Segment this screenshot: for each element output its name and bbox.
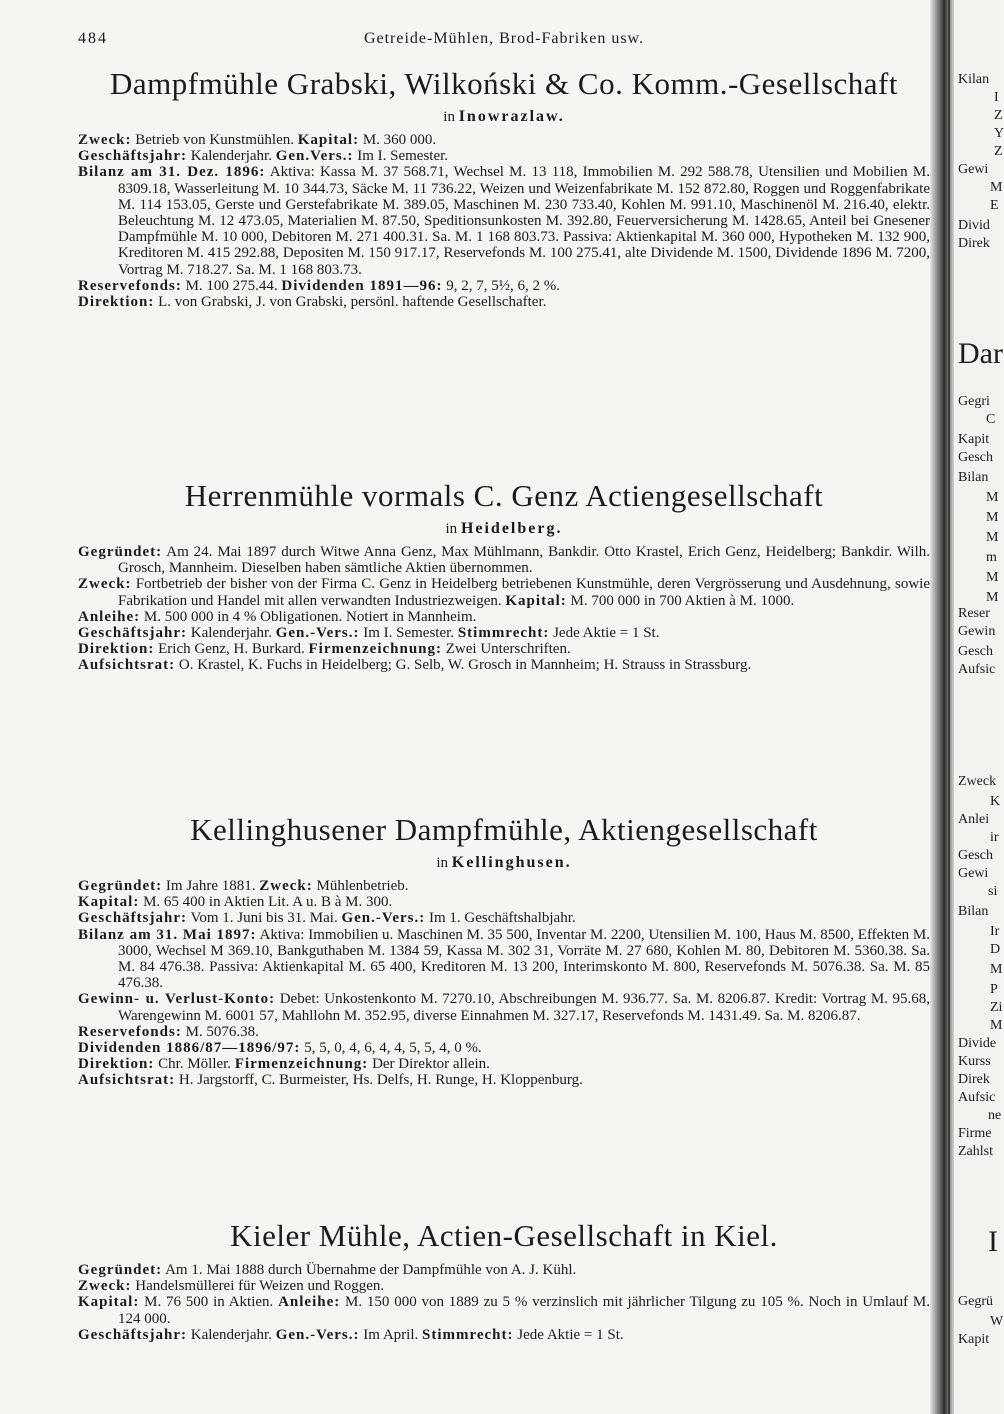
facing-page-fragment: Gewi [958,162,989,177]
paragraph-bilanz: Bilanz am 31. Mai 1897: Aktiva: Immobilien u. Maschinen M. 35 500, Inventar M. 2200, Utensilien M. 100, Haus M. 8500, Effekten M. 3000, Wechsel M 369.10, Bankguthaben M. 1384 59, Kassa M. 302 31, Vorräte M. 27 680, Kohlen M. 80, Debitoren M. 5360.38. Sa. M. 84 476.38. Passiva: Aktienkapital M. 65 400, Kreditoren M. 13 200, Interimskonto M. 800, Reservefonds M. 5076.38. Sa. M. 85 476.38. [78,926,931,992]
paragraph-reservefonds: Reservefonds: M. 5076.38. [78,1023,259,1040]
facing-page-fragment: M [990,180,1003,195]
facing-page-fragment: Gewin [958,624,996,639]
facing-page-fragment: Reser [958,606,990,621]
facing-page-fragment: E [990,198,999,213]
paragraph-kapital: Kapital: M. 76 500 in Aktien. Anleihe: M. 150 000 von 1889 zu 5 % verzinslich mit jährlicher Tilgung zu 105 %. Noch in Umlauf M. 124 000. [78,1294,930,1327]
facing-page-fragment: M [986,530,999,545]
paragraph-kapital: Kapital: M. 65 400 in Aktien Lit. A u. B à M. 300. [78,894,393,911]
facing-page-fragment: Gegrü [958,1294,993,1309]
paragraph-dividenden: Dividenden 1886/87—1896/97: 5, 5, 0, 4, 6, 4, 4, 5, 5, 4, 0 %. [78,1040,482,1057]
facing-page-fragment: Kapit [958,432,990,447]
facing-page-fragment: I [994,90,999,105]
paragraph-gewinn-verlust: Gewinn- u. Verlust-Konto: Debet: Unkostenkonto M. 7270.10, Abschreibungen M. 936.77. Sa. M. 8206.87. Kredit: Vortrag M. 95.68, Warengewinn M. 6001 57, Mahllohn M. 352.95, diverse Einnahmen M. 327.17, Reservefonds M. 1431.49. Sa. M. 8206.87. [78,991,931,1024]
entry-location: in Inowrazlaw. [443,108,565,125]
entry-title: Kellinghusener Dampfmühle, Aktiengesellschaft [190,812,818,847]
facing-page-fragment: Ir [990,924,1000,939]
facing-page-fragment: Aufsic [958,662,996,677]
entry-location: in Kellinghusen. [436,854,572,871]
facing-page-fragment: Bilan [958,904,989,919]
facing-page-fragment: M [986,490,999,505]
paragraph-geschaeftsjahr: Geschäftsjahr: Vom 1. Juni bis 31. Mai. Gen.-Vers.: Im 1. Geschäftshalbjahr. [78,910,576,927]
facing-page-fragment: Z [994,108,1003,123]
company-entry-grabski [78,66,930,310]
facing-page-fragment: K [990,794,1001,809]
facing-page-fragment: Aufsic [958,1090,996,1105]
facing-page-fragment: P [990,982,998,997]
facing-page-fragment: si [988,884,998,899]
entry-body [78,544,930,674]
paragraph-direktion: Direktion: Erich Genz, H. Burkard. Firmenzeichnung: Zwei Unterschriften. [78,641,571,658]
facing-page-fragment: Anlei [958,812,990,827]
facing-page-fragment: ne [988,1108,1002,1123]
facing-page-fragment: I [988,1225,998,1258]
facing-page-fragment: Dar [958,337,1003,370]
paragraph-aufsichtsrat: Aufsichtsrat: H. Jargstorff, C. Burmeister, Hs. Delfs, H. Runge, H. Kloppenburg. [78,1072,583,1089]
paragraph-bilanz: Bilanz am 31. Dez. 1896: Aktiva: Kassa M. 37 568.71, Wechsel M. 13 118, Immobilien M. 292 588.78, Utensilien und Mobilien M. 8309.18, Wasserleitung M. 10 344.73, Säcke M. 11 736.22, Weizen und Weizenfabrikate M. 152 872.80, Roggen und Roggenfabrikate M. 114 153.05, Gerste und Gerstefabrikate M. 389.05, Maschinen M. 230 733.40, Kohlen M. 991.10, Maschinenöl M. 216.40, elektr. Beleuchtung M. 12 473.05, Materialien M. 87.50, Speditionsunkosten M. 392.80, Feuerversicherung M. 1428.65, Anteil bei Gnesener Dampfmühle M. 10 000, Debitoren M. 271 400.31. Sa. M. 1 168 803.73. Passiva: Aktienkapital M. 360 000, Hypotheken M. 132 900, Kreditoren M. 415 292.88, Depositen M. 150 917.17, Reservefonds M. 100 275.41, alte Dividende M. 1500, Dividende 1896 M. 7200, Vortrag M. 718.27. Sa. M. 1 168 803.73. [78,164,930,278]
paragraph-aufsichtsrat: Aufsichtsrat: O. Krastel, K. Fuchs in Heidelberg; G. Selb, W. Grosch in Mannheim; H. Strauss in Strassburg. [78,657,752,674]
facing-page-fragment: M [990,962,1003,977]
facing-page-fragment: C [986,412,996,427]
facing-page-fragment: Divid [958,218,990,233]
facing-page-fragment: D [990,942,1001,957]
page-number: 484 [78,30,108,47]
running-title: Getreide-Mühlen, Brod-Fabriken usw. [363,30,645,47]
entry-body [78,1262,930,1343]
facing-page-fragment: Gesch [958,450,993,465]
company-entry-herrenmuehle [78,478,930,674]
facing-page-fragment: Gesch [958,848,993,863]
paragraph-geschaeftsjahr: Geschäftsjahr: Kalenderjahr. Gen.Vers.: Im I. Semester. [78,148,449,165]
paragraph-geschaeftsjahr: Geschäftsjahr: Kalenderjahr. Gen.-Vers.: Im I. Semester. Stimmrecht: Jede Aktie = 1 St. [78,625,660,642]
paragraph-gegruendet: Gegründet: Am 24. Mai 1897 durch Witwe Anna Genz, Max Mühlmann, Bankdir. Otto Krastel, Erich Genz, Heidelberg; Bankdir. Wilh. Grosch, Mannheim. Dieselben haben sämtliche Aktien übernommen. [78,544,930,577]
entry-body [78,132,930,310]
entry-title: Kieler Mühle, Actien-Gesellschaft in Kiel. [230,1218,778,1253]
facing-page-fragment: m [986,550,997,565]
location-name: Heidelberg. [460,520,563,537]
running-head [78,30,930,50]
entry-title: Herrenmühle vormals C. Genz Actiengesellschaft [184,478,824,513]
facing-page-fragment: Divide [958,1036,997,1051]
paragraph-direktion: Direktion: L. von Grabski, J. von Grabski, persönl. haftende Gesellschafter. [78,294,547,311]
paragraph-zweck: Zweck: Betrieb von Kunstmühlen. Kapital: M. 360 000. [78,132,437,148]
facing-page-fragment: M [990,1018,1003,1033]
facing-page-fragment: Zi [990,1000,1003,1015]
facing-page-fragment: Kapit [958,1332,990,1347]
facing-page-fragment: W [990,1314,1004,1329]
facing-page-fragment: M [986,570,999,585]
facing-page-fragment: Z [994,144,1003,159]
location-name: Inowrazlaw. [458,108,565,125]
paragraph-reservefonds: Reservefonds: M. 100 275.44. Dividenden 1891—96: 9, 2, 7, 5½, 6, 2 %. [78,277,561,294]
entry-location: in Heidelberg. [445,520,563,537]
paragraph-gegruendet: Gegründet: Im Jahre 1881. Zweck: Mühlenbetrieb. [78,878,409,894]
facing-page-fragment: Y [994,126,1004,141]
facing-page-fragment: ir [990,830,999,845]
facing-page-fragment: Zahlst [958,1144,993,1159]
company-entry-kellinghusen [78,812,930,1089]
paragraph-geschaeftsjahr: Geschäftsjahr: Kalenderjahr. Gen.-Vers.: Im April. Stimmrecht: Jede Aktie = 1 St. [78,1326,624,1343]
book-gutter-line [948,0,950,1414]
facing-page-fragment: Gesch [958,644,993,659]
facing-page-fragment: Firme [958,1126,992,1141]
entry-body [78,878,930,1089]
company-entry-kieler-muehle [78,1218,930,1343]
facing-page-fragment: Direk [958,236,990,251]
facing-page-fragment: Kilan [958,72,990,87]
facing-page-edge [954,0,1004,1414]
facing-page-fragment: Direk [958,1072,990,1087]
facing-page-fragment: Gewi [958,866,989,881]
entry-title: Dampfmühle Grabski, Wilkoński & Co. Komm.-Gesellschaft [109,66,898,101]
paragraph-anleihe: Anleihe: M. 500 000 in 4 % Obligationen. Notiert in Mannheim. [78,608,477,625]
facing-page-fragment: Kurss [958,1054,991,1069]
facing-page-fragment: M [986,510,999,525]
paragraph-direktion: Direktion: Chr. Möller. Firmenzeichnung: Der Direktor allein. [78,1056,490,1073]
facing-page-fragment: M [986,590,999,605]
facing-page-fragment: Gegri [958,394,990,409]
location-name: Kellinghusen. [451,854,572,871]
book-gutter-shadow [930,0,954,1414]
facing-page-fragment: Bilan [958,470,989,485]
paragraph-zweck: Zweck: Fortbetrieb der bisher von der Firma C. Genz in Heidelberg betriebenen Kunstmühle, deren Vergrösserung und Ausdehnung, sowie Fabrikation und Handel mit allen verwandten Industriezweigen. Kapital: M. 700 000 in 700 Aktien à M. 1000. [78,576,930,609]
paragraph-gegruendet: Gegründet: Am 1. Mai 1888 durch Übernahme der Dampfmühle von A. J. Kühl. [78,1262,577,1278]
paragraph-zweck: Zweck: Handelsmüllerei für Weizen und Roggen. [78,1278,385,1295]
facing-page-fragment: Zweck [958,774,997,789]
